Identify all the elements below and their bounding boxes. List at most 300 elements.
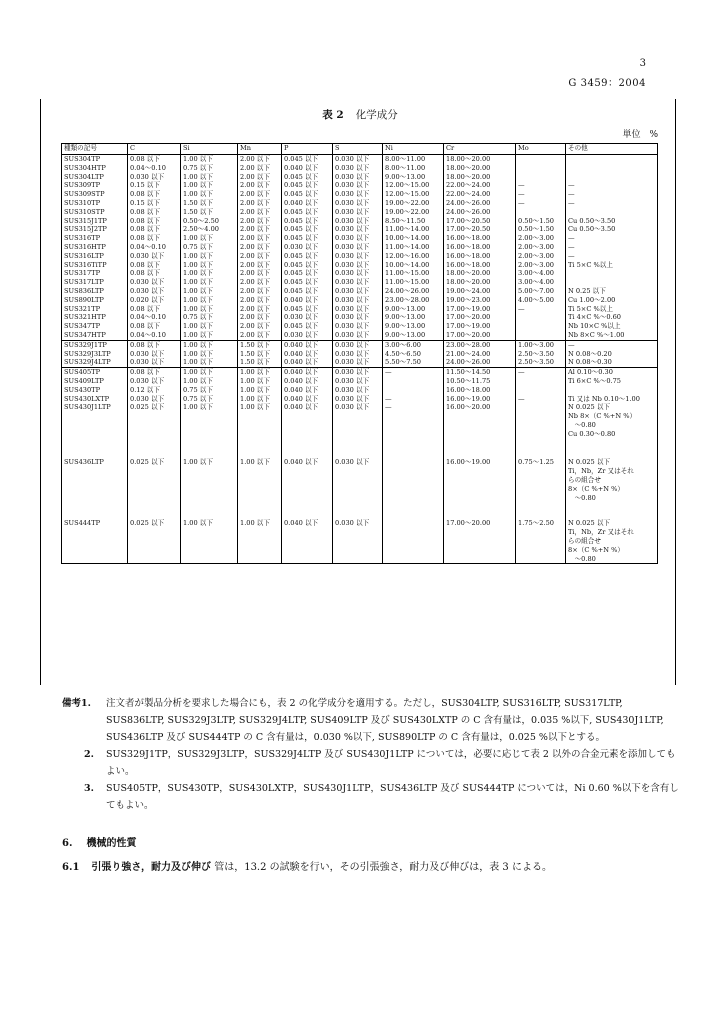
table-body [62,155,658,564]
page-number: 3 [639,58,646,69]
table-row [62,173,658,182]
table-cell: 1.00～3.00 [516,340,566,349]
table-cell: 0.045 以下 [282,173,333,182]
grade-symbol-cell: SUS317TP [62,269,128,278]
table-cell: 0.045 以下 [282,269,333,278]
table-cell: — [383,368,444,377]
table-cell: 1.00 以下 [181,181,238,190]
table-title [0,107,720,122]
table-cell: 0.030 以下 [333,208,383,217]
table-cell: 0.030 以下 [128,287,181,296]
table-row [62,208,658,217]
table-cell: 1.50 以下 [238,350,282,359]
table-cell: 0.75～1.25 [516,458,566,519]
table-cell: 17.00～20.50 [444,225,516,234]
table-cell: Nb 8×C %～1.00 [566,331,658,340]
table-cell: 0.025 以下 [128,519,181,563]
column-header: 種類の記号 [62,144,128,155]
column-header: Cr [444,144,516,155]
grade-symbol-cell: SUS304HTP [62,164,128,173]
table-cell: 0.08 以下 [128,340,181,349]
table-row [62,243,658,252]
table-cell: 19.00～23.00 [444,296,516,305]
table-cell: 5.00～7.00 [516,287,566,296]
table-cell: — [566,199,658,208]
table-cell: 8.00～11.00 [383,164,444,173]
section-title: 機械的性質 [86,838,137,849]
table-cell: 0.045 以下 [282,217,333,226]
table-cell: — [516,368,566,377]
table-cell: 0.030 以下 [333,234,383,243]
table-cell: 2.50～3.50 [516,358,566,367]
grade-symbol-cell: SUS304TP [62,155,128,164]
table-cell: 12.00～16.00 [383,252,444,261]
table-cell: 1.00 以下 [181,261,238,270]
table-row [62,181,658,190]
note-3 [62,780,682,814]
table-cell: 16.00～19.00 [444,458,516,519]
column-header: その他 [566,144,658,155]
table-row [62,377,658,386]
table-cell [566,278,658,287]
grade-symbol-cell: SUS309STP [62,190,128,199]
table-cell: 2.00 以下 [238,278,282,287]
grade-symbol-cell: SUS310STP [62,208,128,217]
table-cell: — [516,190,566,199]
table-cell: 0.08 以下 [128,155,181,164]
table-cell: 0.045 以下 [282,261,333,270]
table-cell [516,377,566,386]
table-header-row [62,144,658,155]
table-cell: 0.75 以下 [181,386,238,395]
table-cell: 8.50～11.50 [383,217,444,226]
table-cell: 2.00 以下 [238,173,282,182]
table-cell: 0.040 以下 [282,395,333,404]
grade-symbol-cell: SUS430J1LTP [62,403,128,458]
table-cell: 0.08 以下 [128,368,181,377]
table-cell: 22.00～24.00 [444,181,516,190]
table-cell: 0.045 以下 [282,190,333,199]
table-cell: 0.030 以下 [333,377,383,386]
table-cell: 0.15 以下 [128,199,181,208]
table-cell: 0.040 以下 [282,296,333,305]
table-cell: 0.040 以下 [282,519,333,563]
table-cell: 2.00 以下 [238,296,282,305]
table-cell [566,173,658,182]
table-cell: 0.08 以下 [128,305,181,314]
table-cell: 1.00 以下 [181,368,238,377]
section-heading [62,834,150,849]
table-cell: 1.00 以下 [181,305,238,314]
table-row [62,340,658,349]
table-cell: 0.020 以下 [128,296,181,305]
table-cell: 0.030 以下 [333,458,383,519]
table-cell: 3.00～6.00 [383,340,444,349]
table-cell: 24.00～26.00 [444,358,516,367]
table-cell: 1.00 以下 [181,234,238,243]
table-row [62,155,658,164]
table-cell: 0.50～2.50 [181,217,238,226]
table-row [62,217,658,226]
table-cell [516,164,566,173]
table-cell: 0.030 以下 [333,305,383,314]
table-cell: 0.030 以下 [333,368,383,377]
table-cell: 0.08 以下 [128,225,181,234]
table-cell: 2.00 以下 [238,305,282,314]
table-cell: 0.04～0.10 [128,164,181,173]
table-cell: 0.50～1.50 [516,217,566,226]
table-cell: N 0.025 以下 Ti，Nb，Zr 又はそれ らの組合せ 8×（C %+N %） ～0.80 [566,519,658,563]
table-cell: 17.00～20.00 [444,313,516,322]
table-cell: 19.00～22.00 [383,199,444,208]
table-cell: 9.00～13.00 [383,331,444,340]
table-cell: 0.08 以下 [128,217,181,226]
table-cell: 0.75 以下 [181,313,238,322]
table-cell: 18.00～20.00 [444,155,516,164]
table-row [62,519,658,563]
table-cell: N 0.025 以下 Ti，Nb，Zr 又はそれ らの組合せ 8×（C %+N %） ～0.80 [566,458,658,519]
table-cell: 2.00 以下 [238,287,282,296]
table-cell: 24.00～26.00 [444,208,516,217]
table-cell: 23.00～28.00 [383,296,444,305]
table-cell [566,386,658,395]
table-cell: 16.00～18.00 [444,261,516,270]
table-cell: 8.00～11.00 [383,155,444,164]
table-cell: 1.00 以下 [181,340,238,349]
table-row [62,322,658,331]
table-cell: 1.50 以下 [238,340,282,349]
table-cell: 0.030 以下 [333,164,383,173]
table-cell: 19.00～22.00 [383,208,444,217]
table-cell: 2.50～4.00 [181,225,238,234]
table-cell: — [566,340,658,349]
table-row [62,278,658,287]
table-cell: 2.50～3.50 [516,350,566,359]
table-cell: 0.75 以下 [181,164,238,173]
table-cell: 16.00～20.00 [444,403,516,458]
table-cell: 1.50 以下 [238,358,282,367]
table-cell: 0.040 以下 [282,403,333,458]
table-cell: 2.00 以下 [238,322,282,331]
grade-symbol-cell: SUS409LTP [62,377,128,386]
grade-symbol-cell: SUS316TP [62,234,128,243]
table-cell: 10.00～14.00 [383,234,444,243]
table-cell: 0.04～0.10 [128,313,181,322]
grade-symbol-cell: SUS347HTP [62,331,128,340]
table-cell: 1.00 以下 [181,173,238,182]
table-cell: 18.00～20.00 [444,173,516,182]
table-cell: 2.00 以下 [238,234,282,243]
chemical-composition-table [61,143,658,564]
table-cell: 2.00 以下 [238,164,282,173]
table-cell: 1.75～2.50 [516,519,566,563]
table-row [62,164,658,173]
table-row [62,305,658,314]
table-cell [516,322,566,331]
grade-symbol-cell: SUS405TP [62,368,128,377]
table-row [62,350,658,359]
table-title-label: 表 2 [322,109,344,121]
table-cell: 0.040 以下 [282,386,333,395]
table-cell: 0.030 以下 [333,386,383,395]
table-cell: 11.50～14.50 [444,368,516,377]
grade-symbol-cell: SUS444TP [62,519,128,563]
table-cell: 24.00～26.00 [383,287,444,296]
table-cell: 0.75 以下 [181,243,238,252]
table-cell: 4.00～5.00 [516,296,566,305]
table-cell: — [566,181,658,190]
table-cell: 0.030 以下 [333,252,383,261]
table-cell: 10.50～11.75 [444,377,516,386]
table-cell: 9.00～13.00 [383,173,444,182]
table-cell: 1.00 以下 [238,519,282,563]
grade-symbol-cell: SUS316TiTP [62,261,128,270]
grade-symbol-cell: SUS329J3LTP [62,350,128,359]
column-header: Si [181,144,238,155]
paragraph-heading: 引張り強さ，耐力及び伸び [91,862,212,873]
table-cell: 1.00 以下 [181,287,238,296]
table-cell: — [566,234,658,243]
table-cell: 1.00 以下 [181,322,238,331]
table-cell: 0.08 以下 [128,234,181,243]
table-cell [383,377,444,386]
table-cell: 0.030 以下 [333,322,383,331]
table-title-text: 化学成分 [355,109,398,121]
table-cell: 0.08 以下 [128,190,181,199]
table-cell: 9.00～13.00 [383,322,444,331]
table-cell: — [566,190,658,199]
table-cell: Ti 又は Nb 0.10～1.00 [566,395,658,404]
table-cell: 18.00～20.00 [444,164,516,173]
table-cell: 0.030 以下 [333,403,383,458]
table-cell: Cu 0.50～3.50 [566,217,658,226]
table-cell: 0.030 以下 [128,377,181,386]
table-cell [516,331,566,340]
table-cell: 1.00 以下 [238,403,282,458]
paragraph-number: 6.1 [62,862,80,873]
table-cell: 1.00 以下 [181,278,238,287]
table-cell: Ti 5×C %以上 [566,261,658,270]
table-row [62,395,658,404]
table-cell: 0.04～0.10 [128,243,181,252]
table-cell: 16.00～18.00 [444,234,516,243]
table-cell: 0.040 以下 [282,358,333,367]
table-cell: 0.045 以下 [282,322,333,331]
table-cell: 0.045 以下 [282,287,333,296]
column-header: C [128,144,181,155]
table-cell [566,269,658,278]
note-2-text: SUS329J1TP，SUS329J3LTP，SUS329J4LTP 及び SUS430J1LTP については，必要に応じて表 2 以外の合金元素を添加してもよい。 [106,749,676,777]
table-cell: 18.00～20.00 [444,278,516,287]
table-cell: Cu 1.00～2.00 [566,296,658,305]
grade-symbol-cell: SUS315J2TP [62,225,128,234]
table-cell: 11.00～14.00 [383,243,444,252]
table-row [62,269,658,278]
table-cell: 1.00 以下 [181,252,238,261]
table-cell: 0.12 以下 [128,386,181,395]
table-cell: 12.00～15.00 [383,190,444,199]
table-cell: 2.00 以下 [238,269,282,278]
table-cell [516,313,566,322]
table-cell: 0.030 以下 [128,358,181,367]
grade-symbol-cell: SUS317LTP [62,278,128,287]
grade-symbol-cell: SUS347TP [62,322,128,331]
table-cell: 0.030 以下 [128,252,181,261]
grade-symbol-cell: SUS316LTP [62,252,128,261]
note-2-number: 2. [84,749,94,760]
grade-symbol-cell: SUS321TP [62,305,128,314]
table-cell [516,155,566,164]
table-cell: 0.030 以下 [128,173,181,182]
table-cell: 0.030 以下 [282,331,333,340]
table-cell [516,208,566,217]
table-cell: — [566,243,658,252]
table-row [62,199,658,208]
table-cell: N 0.025 以下 Nb 8×（C %+N %） ～0.80 Cu 0.30～0.80 [566,403,658,458]
grade-symbol-cell: SUS430TP [62,386,128,395]
table-cell: 2.00 以下 [238,331,282,340]
table-cell: 0.030 以下 [333,331,383,340]
table-cell: 0.030 以下 [333,340,383,349]
table-cell: 0.030 以下 [282,313,333,322]
grade-symbol-cell: SUS890LTP [62,296,128,305]
grade-symbol-cell: SUS329J1TP [62,340,128,349]
table-cell: 2.00 以下 [238,243,282,252]
table-cell: — [383,395,444,404]
table-cell: 21.00～24.00 [444,350,516,359]
table-cell: Al 0.10～0.30 [566,368,658,377]
table-cell: 0.040 以下 [282,377,333,386]
table-cell: — [516,305,566,314]
table-cell: 2.00 以下 [238,190,282,199]
table-cell: — [566,252,658,261]
table-cell [566,164,658,173]
table-cell: 1.00 以下 [238,377,282,386]
table-cell: 0.045 以下 [282,225,333,234]
table-cell [383,386,444,395]
table-cell: 0.030 以下 [333,269,383,278]
table-cell: 3.00～4.00 [516,269,566,278]
table-cell: 0.030 以下 [333,173,383,182]
table-cell: 0.030 以下 [333,217,383,226]
table-cell: 1.00 以下 [181,519,238,563]
table-cell: 0.030 以下 [333,243,383,252]
paragraph-text: 管は，13.2 の試験を行い，その引張強さ，耐力及び伸びは，表 3 による。 [214,862,552,873]
table-cell: 2.00 以下 [238,181,282,190]
table-cell: N 0.08～0.20 [566,350,658,359]
table-cell: 0.030 以下 [128,278,181,287]
table-cell: Ti 5×C %以上 [566,305,658,314]
table-cell: 18.00～20.00 [444,269,516,278]
table-cell: 1.00 以下 [181,350,238,359]
table-row [62,261,658,270]
table-cell [516,403,566,458]
table-cell: 17.00～20.00 [444,331,516,340]
table-row [62,225,658,234]
table-row [62,190,658,199]
table-cell: 1.00 以下 [238,395,282,404]
table-cell: 2.00 以下 [238,261,282,270]
table-row [62,458,658,519]
table-cell: 0.030 以下 [333,287,383,296]
table-cell: 5.50～7.50 [383,358,444,367]
table-cell: 3.00～4.00 [516,278,566,287]
table-cell [383,519,444,563]
table-cell: 0.025 以下 [128,458,181,519]
table-unit: 単位 % [622,130,658,140]
table-cell: 2.00 以下 [238,199,282,208]
table-cell: 2.00～3.00 [516,261,566,270]
column-header: S [333,144,383,155]
table-cell: 0.045 以下 [282,305,333,314]
table-row [62,234,658,243]
column-header: P [282,144,333,155]
table-cell: 22.00～24.00 [444,190,516,199]
table-cell: 0.040 以下 [282,458,333,519]
table-row [62,358,658,367]
table-cell: 0.08 以下 [128,261,181,270]
table-cell: 11.00～15.00 [383,278,444,287]
table-cell [516,173,566,182]
table-cell: Ti 6×C %～0.75 [566,377,658,386]
table-cell: N 0.25 以下 [566,287,658,296]
table-cell: 0.08 以下 [128,269,181,278]
table-cell: 0.040 以下 [282,199,333,208]
grade-symbol-cell: SUS329J4LTP [62,358,128,367]
table-cell: 12.00～15.00 [383,181,444,190]
table-cell: 0.030 以下 [333,350,383,359]
table-cell: — [516,395,566,404]
table-cell: 1.50 以下 [181,199,238,208]
table-cell: 9.00～13.00 [383,313,444,322]
table-row [62,313,658,322]
table-cell: 0.040 以下 [282,350,333,359]
table-cell: 0.045 以下 [282,155,333,164]
table-cell: 1.00 以下 [181,296,238,305]
table-cell: Nb 10×C %以上 [566,322,658,331]
table-cell [516,386,566,395]
table-cell: 17.00～20.50 [444,217,516,226]
notes [62,695,682,814]
table-cell: — [516,181,566,190]
table-cell: 19.00～24.00 [444,287,516,296]
table-cell: 1.00 以下 [238,368,282,377]
table-cell: 17.00～20.00 [444,519,516,563]
table-cell: 0.030 以下 [333,296,383,305]
table-row [62,331,658,340]
grade-symbol-cell: SUS309TP [62,181,128,190]
table-cell: 1.00 以下 [181,458,238,519]
table-cell [566,155,658,164]
column-header: Ni [383,144,444,155]
table-cell: 0.045 以下 [282,278,333,287]
notes-label: 備考1. [62,698,91,709]
note-2 [62,746,682,780]
table-cell: 1.00 以下 [181,155,238,164]
table-cell: 0.045 以下 [282,252,333,261]
note-1-text: 注文者が製品分析を要求した場合にも，表 2 の化学成分を適用する。ただし，SUS304LTP, SUS316LTP, SUS317LTP, SUS836LTP, SUS329J3LTP, SUS329J4LTP, SUS409LTP 及び SUS430LXTP の C 含有量は，0.035 %以下, SUS430J1LTP, SUS436LTP 及び SUS444TP の C 含有量は，0.030 %以下, SUS890LTP の C 含有量は，0.025 %以下とする。 [106,698,664,743]
table-cell: 1.00 以下 [181,269,238,278]
table-cell: 17.00～19.00 [444,322,516,331]
table-cell: 1.00 以下 [181,403,238,458]
table-cell: 0.50～1.50 [516,225,566,234]
table-cell: 0.040 以下 [282,368,333,377]
table-cell: 0.030 以下 [333,181,383,190]
table-cell: 10.00～14.00 [383,261,444,270]
table-cell: 0.08 以下 [128,208,181,217]
table-cell: 2.00 以下 [238,155,282,164]
grade-symbol-cell: SUS430LXTP [62,395,128,404]
